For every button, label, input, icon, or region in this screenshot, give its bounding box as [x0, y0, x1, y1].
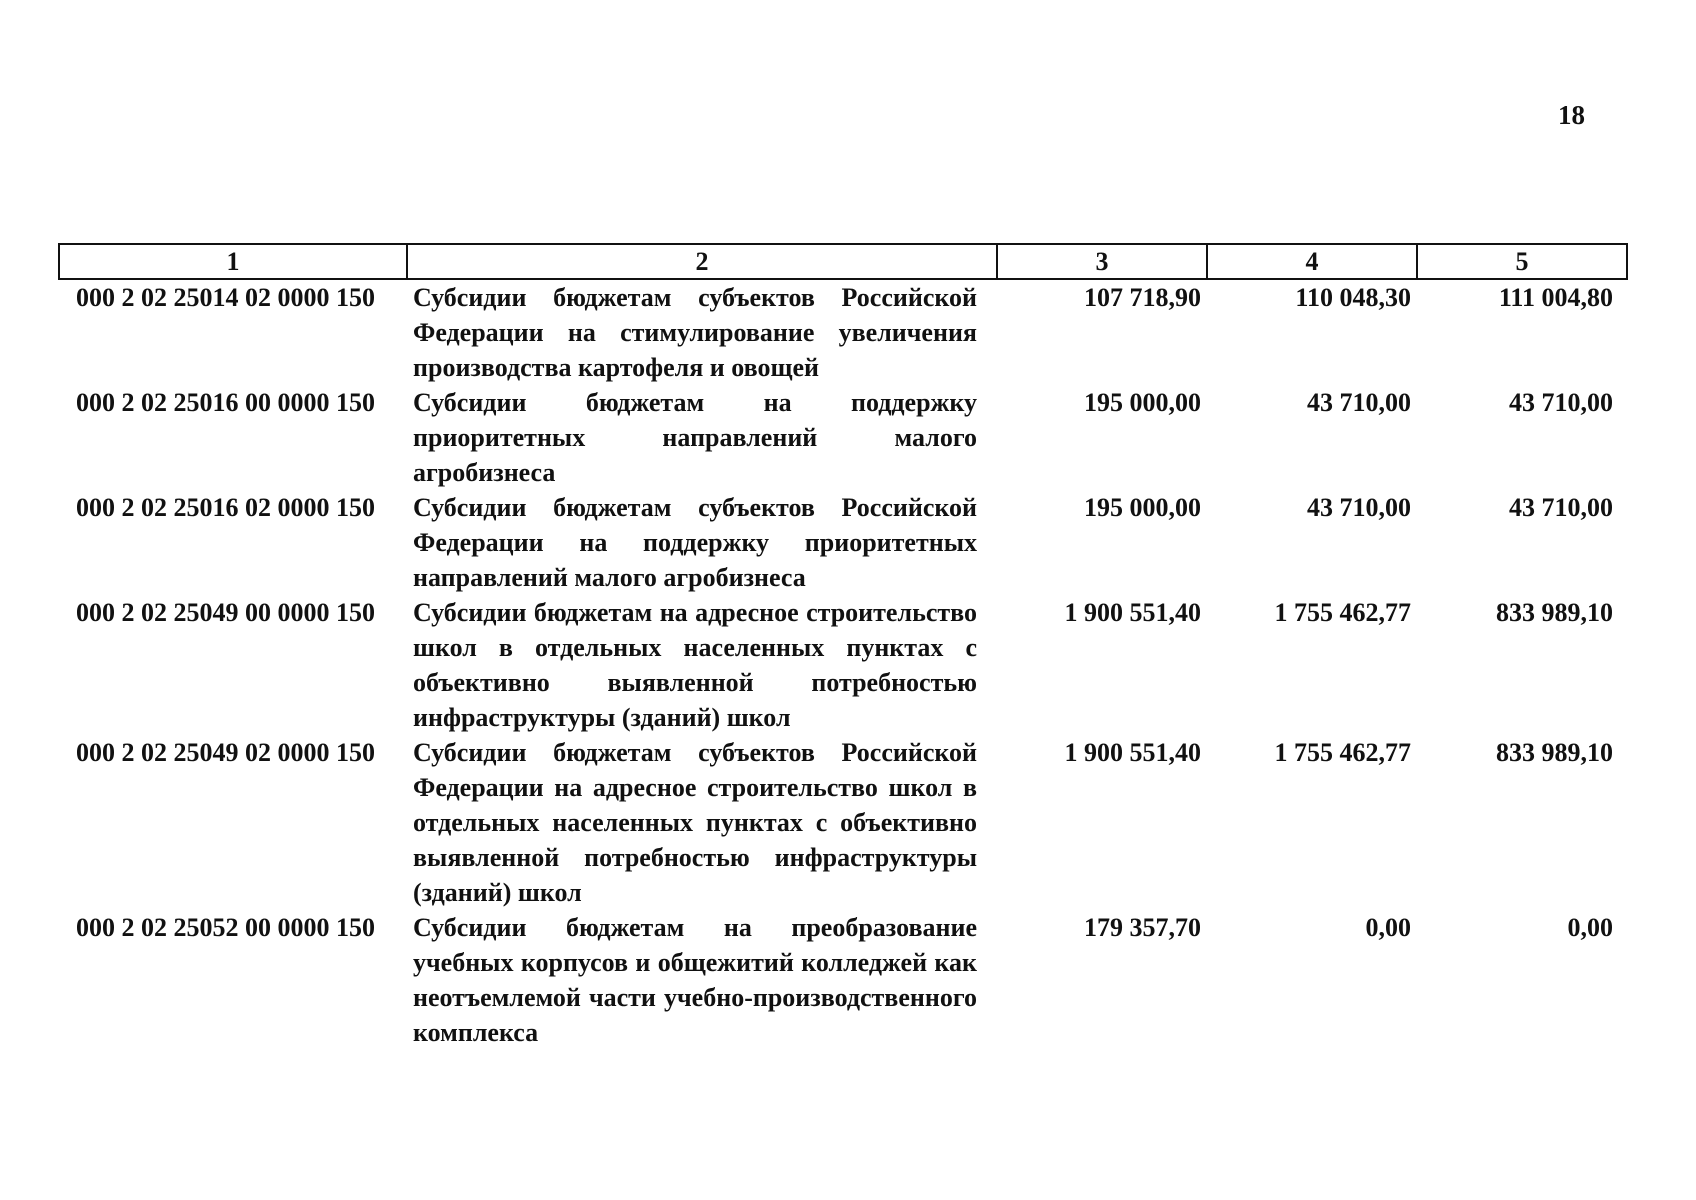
amount-col-5-cell: 833 989,10 [1496, 738, 1613, 767]
table-header [59, 244, 1627, 279]
amount-col-3-cell: 1 900 551,40 [1064, 598, 1201, 627]
amount-col-4-cell: 1 755 462,77 [1274, 598, 1411, 627]
table-row [59, 910, 1627, 1050]
budget-code-cell: 000 2 02 25049 00 0000 150 [76, 598, 375, 627]
amount-col-5-cell: 0,00 [1567, 913, 1613, 942]
description-cell: Субсидии бюджетам на адресное строительство школ в отдельных населенных пунктах с объективно выявленной потребностью инфраструктуры (зданий) школ [413, 598, 977, 732]
page-number: 18 [1558, 100, 1585, 130]
budget-code-cell: 000 2 02 25014 02 0000 150 [76, 283, 375, 312]
amount-col-5-cell: 43 710,00 [1509, 493, 1613, 522]
table-row [59, 595, 1627, 735]
header-col-5: 5 [1417, 244, 1627, 279]
description-cell: Субсидии бюджетам субъектов Российской Федерации на поддержку приоритетных направлений малого агробизнеса [413, 493, 977, 592]
budget-code-cell: 000 2 02 25016 00 0000 150 [76, 388, 375, 417]
header-col-2: 2 [407, 244, 997, 279]
budget-code-cell: 000 2 02 25049 02 0000 150 [76, 738, 375, 767]
amount-col-4-cell: 0,00 [1365, 913, 1411, 942]
table-row [59, 490, 1627, 595]
table-row [59, 385, 1627, 490]
budget-code-cell: 000 2 02 25016 02 0000 150 [76, 493, 375, 522]
amount-col-3-cell: 195 000,00 [1084, 493, 1201, 522]
header-col-3: 3 [997, 244, 1207, 279]
budget-table [58, 243, 1628, 1050]
description-cell: Субсидии бюджетам субъектов Российской Федерации на стимулирование увеличения производства картофеля и овощей [413, 283, 977, 382]
description-cell: Субсидии бюджетам на поддержку приоритетных направлений малого агробизнеса [413, 388, 977, 487]
amount-col-5-cell: 833 989,10 [1496, 598, 1613, 627]
amount-col-5-cell: 43 710,00 [1509, 388, 1613, 417]
table-row [59, 735, 1627, 910]
amount-col-5-cell: 111 004,80 [1498, 283, 1613, 312]
description-cell: Субсидии бюджетам субъектов Российской Федерации на адресное строительство школ в отдельных населенных пунктах с объективно выявленной потребностью инфраструктуры (зданий) школ [413, 738, 977, 907]
budget-code-cell: 000 2 02 25052 00 0000 150 [76, 913, 375, 942]
description-cell: Субсидии бюджетам на преобразование учебных корпусов и общежитий колледжей как неотъемлемой части учебно-производственного комплекса [413, 913, 977, 1047]
amount-col-3-cell: 195 000,00 [1084, 388, 1201, 417]
amount-col-4-cell: 43 710,00 [1307, 493, 1411, 522]
amount-col-3-cell: 107 718,90 [1084, 283, 1201, 312]
amount-col-4-cell: 110 048,30 [1295, 283, 1411, 312]
amount-col-3-cell: 1 900 551,40 [1064, 738, 1201, 767]
table-row [59, 279, 1627, 385]
header-col-4: 4 [1207, 244, 1417, 279]
amount-col-3-cell: 179 357,70 [1084, 913, 1201, 942]
header-row [59, 244, 1627, 279]
table-body [59, 279, 1627, 1050]
amount-col-4-cell: 1 755 462,77 [1274, 738, 1411, 767]
header-col-1: 1 [59, 244, 407, 279]
amount-col-4-cell: 43 710,00 [1307, 388, 1411, 417]
